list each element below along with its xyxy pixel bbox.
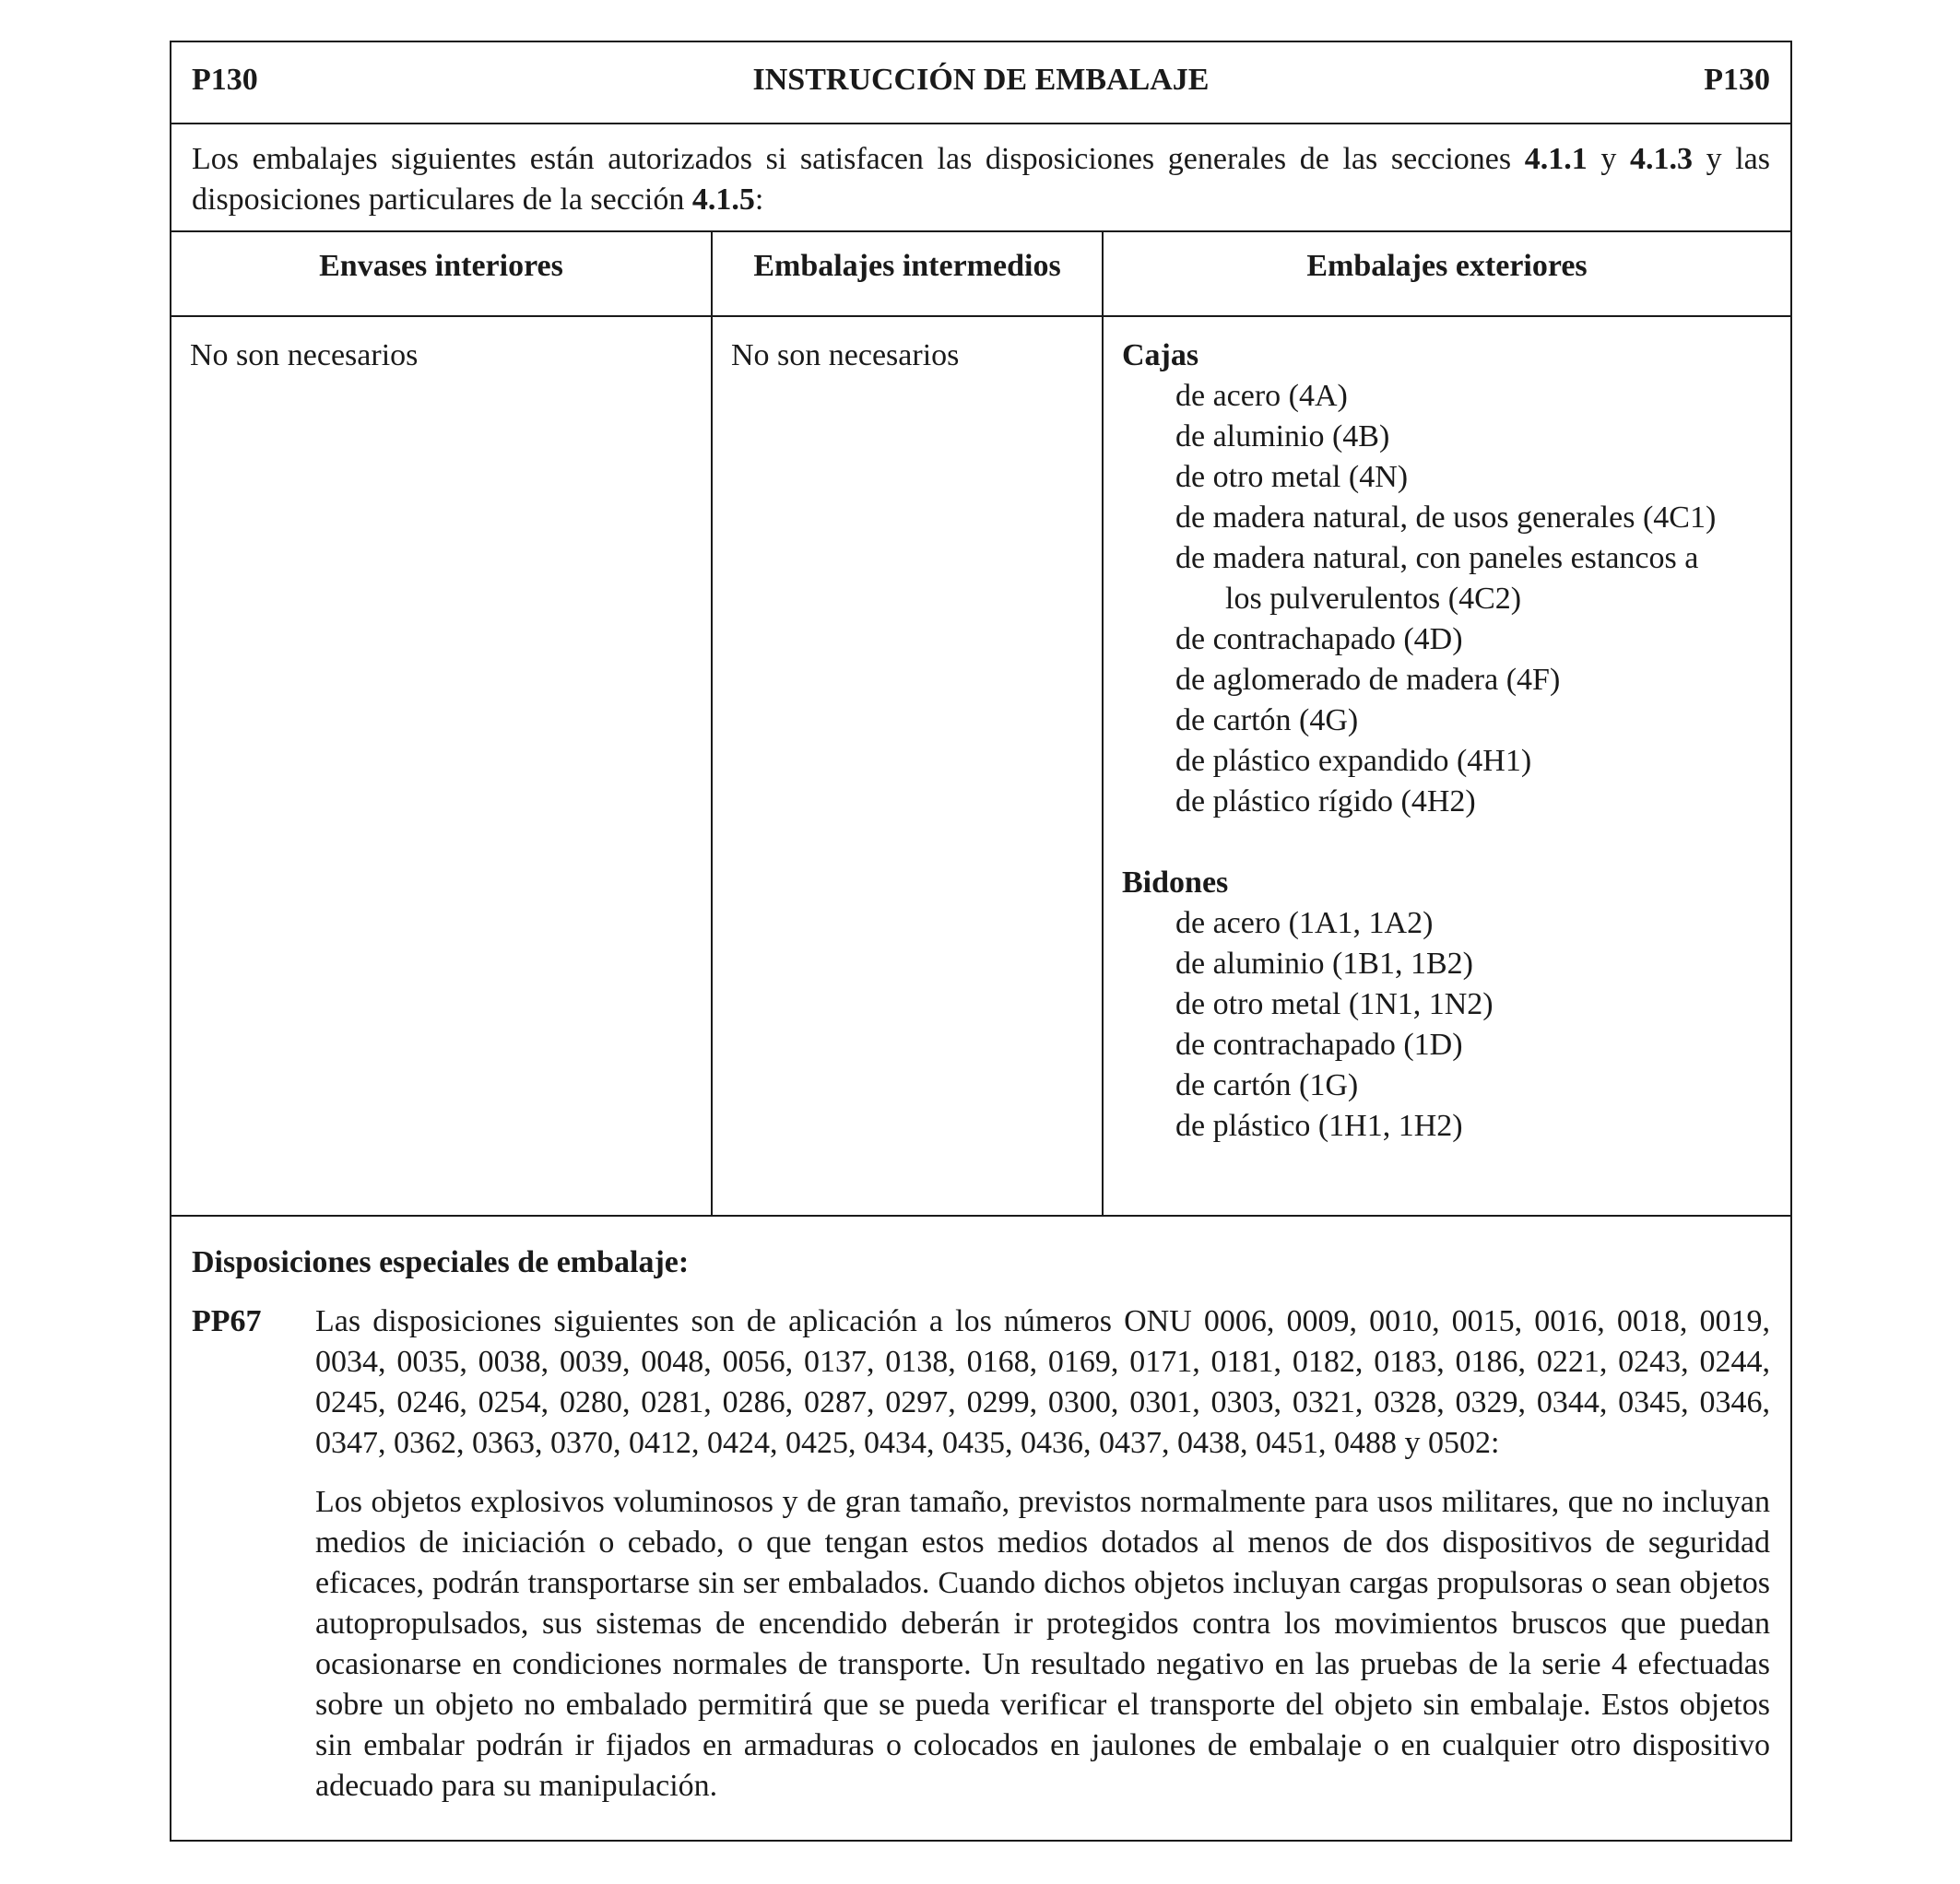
provision-paragraph: Los objetos explosivos voluminosos y de gran tamaño, previstos normalmente para usos militares, que no incluyan medios de iniciación o cebado, o que tengan estos medios dotados al menos de dos dispositivos de seguridad eficaces, podrán transportarse sin ser embalados. Cuando dichos objetos incluyan cargas propulsoras o sean objetos autopropulsados, sus sistemas de encendido deberán ir protegidos contra los movimientos bruscos que puedan ocasionarse en condiciones normales de transporte. Un resultado negativo en las pruebas de la serie 4 efectuadas sobre un objeto no embalado permitirá que se pueda verificar el transporte del objeto sin embalaje. Estos objetos sin embalar podrán ir fijados en armaduras o colocados en jaulones de embalaje o en cualquier otro dispositivo adecuado para su manipulación. [315,1485,1770,1803]
list-item: de contrachapado (1D) [1175,1028,1463,1062]
list-item: de otro metal (4N) [1175,460,1409,494]
list-item: de contrachapado (4D) [1175,622,1463,656]
packing-instruction-table [170,41,1792,1842]
group-spacer [1122,822,1772,863]
list-item: de otro metal (1N1, 1N2) [1175,987,1494,1021]
section-ref: 4.1.3 [1629,142,1693,176]
list-item: de cartón (1G) [1175,1068,1359,1102]
section-ref: 4.1.5 [691,183,755,217]
column-header: Embalajes intermedios [713,232,1102,317]
provision-paragraph: Las disposiciones siguientes son de aplicación a los números ONU 0006, 0009, 0010, 0015, 0016, 0018, 0019, 0034, 0035, 0038, 0039, 0048, 0056, 0137, 0138, 0168, 0169, 0171, 0181, 0182, 0183, 0186, 0221, 0243, 0244, 0245, 0246, 0254, 0280, 0281, 0286, 0287, 0297, 0299, 0300, 0301, 0303, 0321, 0328, 0329, 0344, 0345, 0346, 0347, 0362, 0363, 0370, 0412, 0424, 0425, 0434, 0435, 0436, 0437, 0438, 0451, 0488 y 0502: [315,1304,1770,1460]
column-value: No son necesarios [731,338,960,372]
provision-pp67 [192,1301,1770,1807]
packaging-grid [171,232,1790,1217]
special-provisions [171,1217,1790,1825]
list-item: de plástico expandido (4H1) [1175,744,1532,778]
list-item: de aluminio (4B) [1175,419,1390,453]
intro-text: : [754,183,764,217]
list-item: los pulverulentos (4C2) [1225,582,1522,616]
list-item: de madera natural, con paneles estancos a [1175,541,1699,575]
list-item: de madera natural, de usos generales (4C1) [1175,500,1717,535]
list-item: de plástico rígido (4H2) [1175,784,1476,818]
list-item: de aluminio (1B1, 1B2) [1175,947,1473,981]
intro-text: y las disposiciones particulares de la sección [192,142,1770,217]
outer-packaging-list [1104,317,1790,1147]
instruction-title: INSTRUCCIÓN DE EMBALAJE [752,63,1210,97]
intro-text: y [1587,142,1630,176]
list-item: de aglomerado de madera (4F) [1175,663,1561,697]
intro-paragraph [171,124,1790,232]
provision-code: PP67 [192,1304,262,1338]
list-item: de cartón (4G) [1175,703,1359,737]
provision-text [315,1301,1770,1807]
list-item: de acero (1A1, 1A2) [1175,906,1434,940]
inner-packagings-column [171,232,713,1215]
section-ref: 4.1.1 [1524,142,1588,176]
column-header: Embalajes exteriores [1104,232,1790,317]
list-item: de acero (4A) [1175,379,1348,413]
special-provisions-title: Disposiciones especiales de embalaje: [192,1245,690,1279]
intermediate-packagings-column [713,232,1104,1215]
list-item: de plástico (1H1, 1H2) [1175,1109,1463,1143]
instruction-code-left: P130 [192,63,258,97]
title-row [171,42,1790,124]
column-header: Envases interiores [171,232,711,317]
group-title-boxes: Cajas [1122,338,1199,372]
column-value: No son necesarios [190,338,419,372]
intro-text: Los embalajes siguientes están autorizados si satisfacen las disposiciones generales de las secciones [192,142,1525,176]
outer-packagings-column [1104,232,1790,1215]
instruction-code-right: P130 [1704,63,1770,97]
group-title-drums: Bidones [1122,865,1229,900]
